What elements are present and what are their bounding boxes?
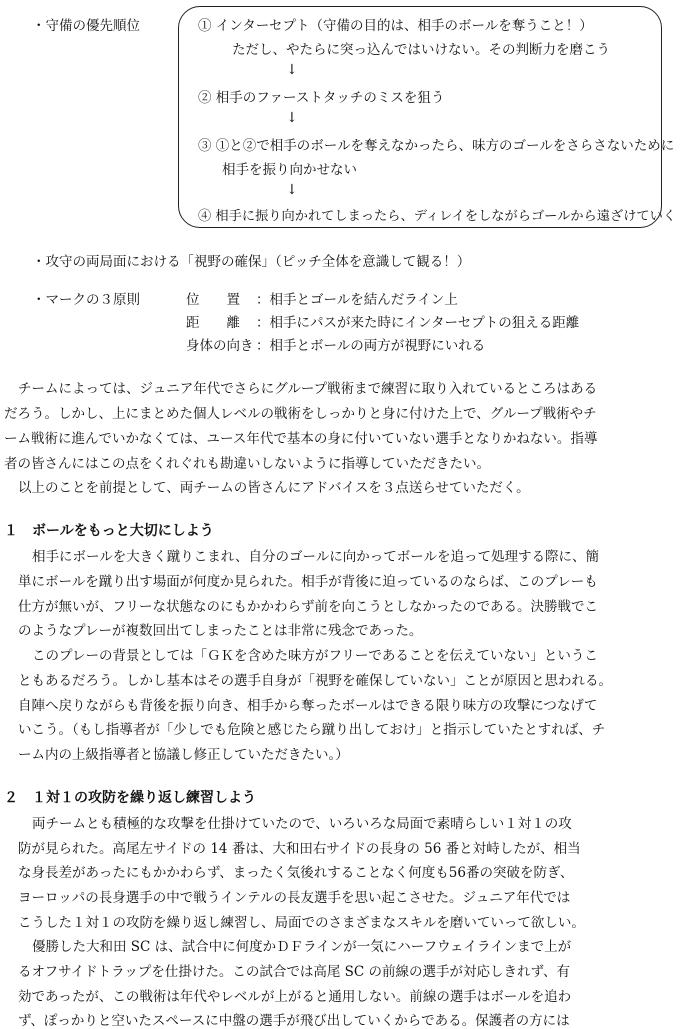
section2-line: ず、ぽっかりと空いたスペースに中盤の選手が飛び出していくからである。保護者の方には (18, 1013, 570, 1029)
marking-desc: ：相手にパスが来た時にインターセプトの狙える距離 (256, 315, 580, 331)
section2-heading: ２ １対１の攻防を繰り返し練習しよう (4, 790, 256, 806)
marking-desc: ：相手とゴールを結んだライン上 (256, 292, 458, 308)
marking-desc: ：相手とボールの両方が視野にいれる (256, 338, 486, 354)
intro-line: 以上のことを前提として、両チームの皆さんにアドバイスを３点送らせていただく。 (18, 480, 530, 496)
step1-line2: ただし、やたらに突っ込んではいけない。その判断力を磨こう (232, 42, 610, 58)
step1-line1: ① インターセプト（守備の目的は、相手のボールを奪うこと！） (198, 18, 593, 34)
field-of-view-item: ・攻守の両局面における「視野の確保」（ピッチ全体を意識して観る！） (32, 254, 471, 270)
down-arrow-icon: ↓ (286, 62, 298, 78)
section2-line: ヨーロッパの長身選手の中で戦うインテルの長友選手を思い起こさせた。ジュニア年代では (18, 890, 571, 906)
section1-heading: １ ボールをもっと大切にしよう (4, 523, 214, 539)
marking-term: 身体の向き (186, 338, 254, 354)
step3-line2: 相手を振り向かせない (222, 162, 357, 178)
step3-line1: ③ ①と②で相手のボールを奪えなかったら、味方のゴールをさらさないために (198, 138, 675, 154)
section1-line: 仕方が無いが、フリーな状態なのにもかかわらず前を向こうとしなかったのである。決勝戦でこ (18, 599, 598, 615)
marking-label: ・マークの３原則 (32, 292, 140, 308)
section2-line: 両チームとも積極的な攻撃を仕掛けていたので、いろいろな局面で素晴らしい１対１の攻 (32, 816, 572, 832)
down-arrow-icon: ↓ (286, 182, 298, 198)
section1-line: ともあるだろう。しかし基本はその選手自身が「視野を確保していない」ことが原因と思われる。 (18, 673, 612, 689)
section1-line: このプレーの背景としては「ＧＫを含めた味方がフリーであることを伝えていない」というこ (32, 648, 598, 664)
section2-line: 防が見られた。高尾左サイドの 14 番は、大和田右サイドの長身の 56 番と対峙したが、相当 (18, 841, 581, 857)
marking-term: 距 離 (186, 315, 240, 331)
section1-line: 自陣へ戻りながらも背後を振り向き、相手から奪ったボールはできる限り味方の攻撃につなげて (18, 698, 598, 714)
intro-line: 者の皆さんにはこの点をくれぐれも勘違いしないように指導していただきたい。 (4, 456, 490, 472)
intro-line: だろう。しかし、上にまとめた個人レベルの戦術をしっかりと身に付けた上で、グループ戦術やチ (4, 406, 597, 422)
section2-line: こうした１対１の攻防を繰り返し練習し、局面でのさまざまなスキルを磨いていって欲しい。 (18, 915, 585, 931)
intro-line: ーム戦術に進んでいかなくては、ユース年代で基本の身に付いていない選手となりかねない。指導 (4, 431, 598, 447)
marking-term: 位 置 (186, 292, 240, 308)
section1-line: ーム内の上級指導者と協議し修正していただきたい。） (18, 747, 349, 763)
section1-line: 相手にボールを大きく蹴りこまれ、自分のゴールに向かってボールを追って処理する際に、簡 (32, 549, 599, 565)
step2: ② 相手のファーストタッチのミスを狙う (198, 90, 445, 106)
section1-line: 単にボールを蹴り出す場面が何度か見られた。相手が背後に迫っているのならば、このプレーも (18, 574, 598, 590)
section1-line: のようなプレーが複数回出てしまったことは非常に残念であった。 (18, 623, 423, 639)
defense-priority-label: ・守備の優先順位 (32, 18, 140, 34)
intro-line: チームによっては、ジュニア年代でさらにグループ戦術まで練習に取り入れているところはある (18, 381, 598, 397)
section2-line: な身長差があったにもかかわらず、まったく気後れすることなく何度も56番の突破を防ぎ、 (18, 865, 574, 881)
down-arrow-icon: ↓ (286, 110, 298, 126)
section2-line: 優勝した大和田 SC は、試合中に何度かＤＦラインが一気にハーフウェイラインまで上が (32, 939, 572, 955)
step4: ④ 相手に振り向かれてしまったら、ディレイをしながらゴールから遠ざけていく (198, 209, 677, 224)
section2-line: るオフサイドトラップを仕掛けた。この試合では高尾 SC の前線の選手が対応しきれず、有 (18, 964, 570, 980)
section2-line: 効であったが、この戦術は年代やレベルが上がると通用しない。前線の選手はボールを追わ (18, 989, 572, 1005)
section1-line: いこう。（もし指導者が「少しでも危険と感じたら蹴り出しておけ」と指示していたとすれば、チ (18, 722, 606, 738)
